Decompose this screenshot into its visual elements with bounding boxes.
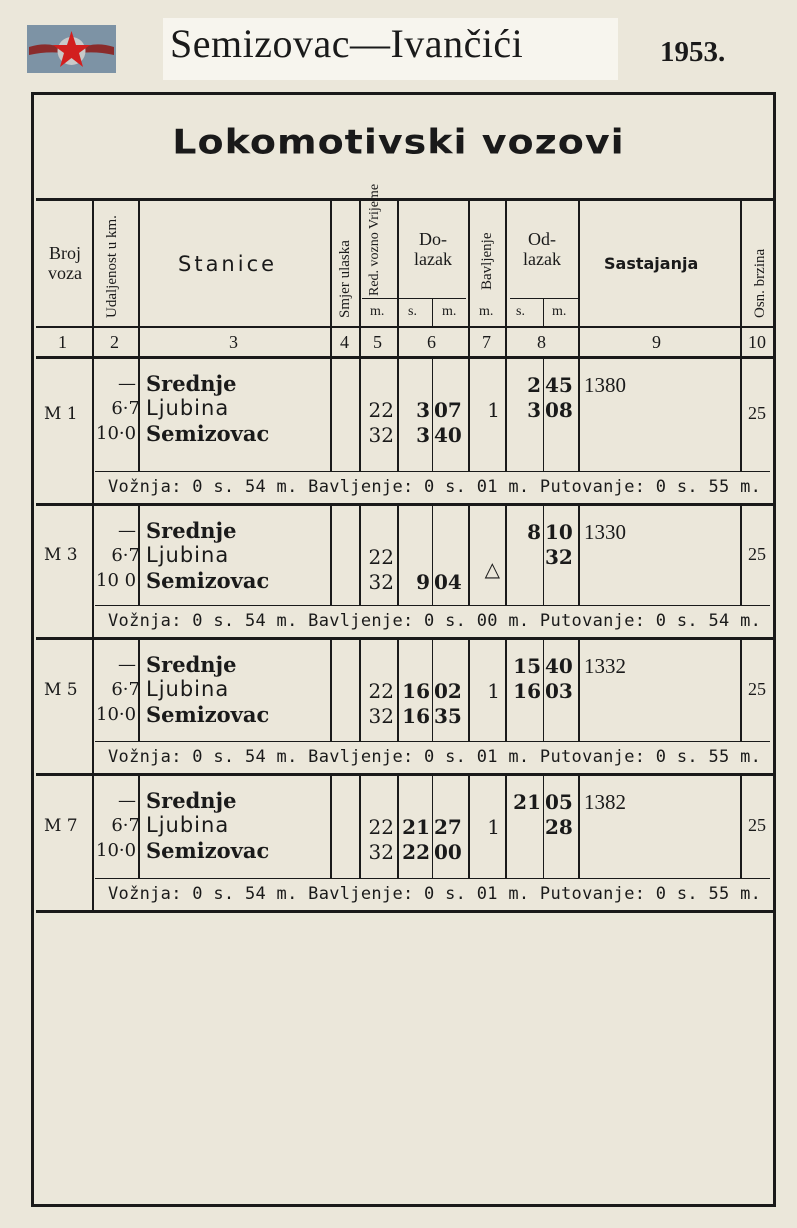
- col-number: 5: [373, 332, 382, 352]
- distance-value: 6·7: [111, 679, 140, 700]
- station-name: Semizovac: [146, 702, 270, 727]
- arrival-minute: 04: [434, 570, 462, 594]
- col-osn-brzina: Osn. brzina: [752, 248, 768, 318]
- trip-summary: Vožnja: 0 s. 54 m. Bavljenje: 0 s. 01 m. Putovanje: 0 s. 55 m.: [108, 747, 762, 767]
- sub-col-sep: [432, 640, 433, 741]
- departure-minute: 05: [545, 790, 573, 814]
- col-udaljenost: Udaljenost u km.: [104, 215, 120, 318]
- section-subtitle: Lokomotivski vozovi: [172, 122, 625, 162]
- col-dolazak: Do- lazak: [414, 229, 452, 269]
- station-name: Ljubina: [146, 543, 230, 567]
- col-smjer: Smjer ulaska: [337, 240, 353, 318]
- red-vozno-value: 32: [368, 423, 394, 447]
- summary-rule: [95, 605, 770, 606]
- page-title: Semizovac—Ivančići: [170, 21, 524, 66]
- distance-value: 6·7: [111, 398, 140, 419]
- station-name: Srednje: [146, 652, 237, 677]
- col-sastajanja: Sastajanja: [604, 254, 699, 273]
- departure-minute: 45: [545, 373, 573, 397]
- col-broj-voza: Broj voza: [48, 243, 82, 283]
- departure-minute: 10: [545, 520, 573, 544]
- col-sep: [92, 878, 94, 910]
- dwell-value: 1: [487, 679, 500, 703]
- col-sep: [505, 640, 507, 741]
- departure-minute: 40: [545, 654, 573, 678]
- red-vozno-value: 32: [368, 570, 394, 594]
- col-sep: [92, 198, 94, 358]
- red-vozno-value: 32: [368, 704, 394, 728]
- summary-rule: [95, 471, 770, 472]
- distance-value: 6·7: [111, 545, 140, 566]
- station-name: Ljubina: [146, 396, 230, 420]
- sub-col-sep: [543, 359, 544, 471]
- col-sep: [740, 640, 742, 741]
- col-sep: [578, 198, 580, 358]
- col-sep: [397, 359, 399, 471]
- summary-rule: [95, 741, 770, 742]
- arrival-minute: 02: [434, 679, 462, 703]
- col-sep: [468, 506, 470, 605]
- col-sep: [505, 776, 507, 878]
- distance-value: —: [118, 790, 136, 811]
- sub-col-sep: [432, 506, 433, 605]
- trip-summary: Vožnja: 0 s. 54 m. Bavljenje: 0 s. 00 m. Putovanje: 0 s. 54 m.: [108, 611, 762, 631]
- arrival-hour: 21: [402, 815, 430, 839]
- col-sep: [740, 198, 742, 358]
- speed-value: 25: [748, 678, 766, 699]
- sub-col-sep: [432, 359, 433, 471]
- arrival-hour: 16: [402, 679, 430, 703]
- col-sep: [92, 359, 94, 471]
- station-name: Srednje: [146, 371, 237, 396]
- dwell-value: 1: [487, 815, 500, 839]
- header-rule: [36, 326, 774, 328]
- arrival-hour: 3: [416, 398, 430, 422]
- distance-value: —: [118, 520, 136, 541]
- col-sep: [330, 506, 332, 605]
- sub-col-sep: [543, 506, 544, 605]
- station-name: Semizovac: [146, 838, 270, 863]
- col-sep: [505, 506, 507, 605]
- unit-m: m.: [370, 304, 385, 319]
- speed-value: 25: [748, 815, 766, 835]
- red-vozno-value: 22: [368, 398, 394, 422]
- arrival-hour: 3: [416, 423, 430, 447]
- col-sep: [578, 506, 580, 605]
- departure-hour: 16: [513, 679, 541, 703]
- arrival-minute: 27: [434, 815, 462, 839]
- train-id: M 3: [44, 544, 78, 565]
- col-sep: [740, 359, 742, 471]
- sastajanja-value: 1332: [584, 654, 626, 678]
- col-sep: [92, 640, 94, 741]
- col-sep: [578, 359, 580, 471]
- arrival-hour: 22: [402, 840, 430, 864]
- col-sep: [505, 198, 507, 358]
- col-sep: [578, 640, 580, 741]
- departure-hour: 2: [527, 373, 541, 397]
- station-name: Srednje: [146, 518, 237, 543]
- col-number: 6: [427, 332, 436, 352]
- departure-hour: 8: [527, 520, 541, 544]
- red-vozno-value: 22: [368, 815, 394, 839]
- sastajanja-value: 1382: [584, 790, 626, 814]
- sastajanja-value: 1380: [584, 373, 626, 397]
- departure-minute: 28: [545, 815, 573, 839]
- speed-value: 25: [748, 403, 766, 423]
- col-sep: [359, 506, 361, 605]
- railway-logo: [27, 25, 116, 73]
- dolazak-sub-rule: [362, 298, 466, 299]
- col-sep: [92, 471, 94, 503]
- train-id: M 5: [44, 679, 78, 700]
- col-number: 7: [482, 332, 491, 352]
- block-rule: [36, 910, 774, 913]
- sub-col-sep: [543, 776, 544, 878]
- col-sep: [92, 506, 94, 605]
- arrival-hour: 16: [402, 704, 430, 728]
- departure-minute: 03: [545, 679, 573, 703]
- col-number: 3: [229, 332, 238, 352]
- red-vozno-value: 22: [368, 545, 394, 569]
- col-number: 1: [58, 332, 67, 352]
- col-sep: [359, 776, 361, 878]
- red-star-emblem-icon: [27, 25, 116, 73]
- station-name: Srednje: [146, 788, 237, 813]
- col-sep: [397, 640, 399, 741]
- station-name: Semizovac: [146, 421, 270, 446]
- trip-summary: Vožnja: 0 s. 54 m. Bavljenje: 0 s. 01 m. Putovanje: 0 s. 55 m.: [108, 477, 762, 497]
- col-sep: [359, 198, 361, 358]
- red-vozno-value: 22: [368, 679, 394, 703]
- arrival-minute: 35: [434, 704, 462, 728]
- red-vozno-value: 32: [368, 840, 394, 864]
- col-sep: [92, 741, 94, 773]
- dwell-value: 1: [487, 398, 500, 422]
- col-number: 9: [652, 332, 661, 352]
- col-sep: [578, 776, 580, 878]
- col-sep: [92, 605, 94, 637]
- station-name: Ljubina: [146, 813, 230, 837]
- col-sep: [359, 640, 361, 741]
- col-red-vozno: Red. vozno Vrijeme: [367, 183, 382, 296]
- col-sep: [138, 198, 140, 358]
- departure-minute: 32: [545, 545, 573, 569]
- summary-rule: [95, 878, 770, 879]
- sub-col-sep: [543, 640, 544, 741]
- block-rule: [36, 503, 774, 506]
- unit-s: s.: [408, 304, 417, 319]
- arrival-minute: 07: [434, 398, 462, 422]
- unit-m: m.: [479, 304, 494, 319]
- unit-m: m.: [552, 304, 567, 319]
- col-sep: [330, 198, 332, 358]
- col-number: 8: [537, 332, 546, 352]
- distance-value: 6·7: [111, 815, 140, 836]
- sub-col-sep: [432, 298, 433, 326]
- unit-s: s.: [516, 304, 525, 319]
- odlazak-sub-rule: [510, 298, 578, 299]
- year-label: 1953.: [660, 36, 726, 68]
- sub-col-sep: [432, 776, 433, 878]
- arrival-minute: 40: [434, 423, 462, 447]
- col-stanice: Stanice: [178, 252, 278, 276]
- train-id: M 1: [44, 404, 78, 424]
- departure-minute: 08: [545, 398, 573, 422]
- station-name: Ljubina: [146, 677, 230, 701]
- col-number: 4: [340, 332, 349, 352]
- col-number: 10: [748, 332, 766, 352]
- col-sep: [740, 506, 742, 605]
- station-name: Semizovac: [146, 568, 270, 593]
- sub-col-sep: [543, 298, 544, 326]
- col-number: 2: [110, 332, 119, 352]
- col-sep: [397, 776, 399, 878]
- col-sep: [359, 359, 361, 471]
- col-odlazak: Od- lazak: [523, 229, 561, 269]
- departure-hour: 21: [513, 790, 541, 814]
- block-rule: [36, 637, 774, 640]
- unit-m: m.: [442, 304, 457, 319]
- distance-value: 10·0: [96, 704, 137, 725]
- distance-value: —: [118, 654, 136, 675]
- col-sep: [740, 776, 742, 878]
- col-sep: [330, 776, 332, 878]
- train-id: M 7: [44, 816, 78, 836]
- distance-value: 10·0: [96, 423, 137, 444]
- col-sep: [92, 776, 94, 878]
- col-sep: [468, 198, 470, 358]
- distance-value: 10 0: [96, 570, 137, 591]
- col-bavljenje: Bavljenje: [479, 232, 495, 290]
- speed-value: 25: [748, 543, 766, 564]
- trip-summary: Vožnja: 0 s. 54 m. Bavljenje: 0 s. 01 m. Putovanje: 0 s. 55 m.: [108, 884, 762, 904]
- no-stop-triangle-icon: △: [484, 557, 500, 581]
- distance-value: —: [118, 373, 136, 394]
- col-sep: [505, 359, 507, 471]
- col-sep: [397, 198, 399, 358]
- col-sep: [330, 640, 332, 741]
- arrival-hour: 9: [416, 570, 430, 594]
- table-top-rule: [36, 198, 774, 201]
- distance-value: 10·0: [96, 840, 137, 861]
- col-sep: [397, 506, 399, 605]
- sastajanja-value: 1330: [584, 520, 626, 544]
- block-rule: [36, 773, 774, 776]
- departure-hour: 15: [513, 654, 541, 678]
- departure-hour: 3: [527, 398, 541, 422]
- numbers-rule: [36, 356, 774, 359]
- col-sep: [330, 359, 332, 471]
- arrival-minute: 00: [434, 840, 462, 864]
